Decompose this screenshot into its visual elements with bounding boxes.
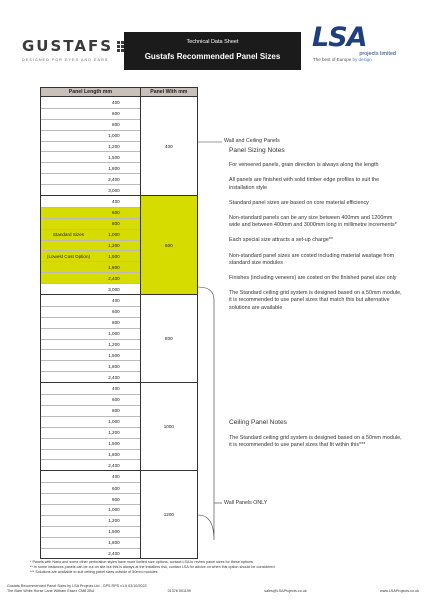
length-cell: 2,400 [108,374,120,380]
standard-sizes-label: Standard Sizes [52,232,85,238]
length-cell: 800 [112,408,120,414]
col-header-width: Panel With mm [150,89,188,95]
ceiling-notes [229,419,404,450]
brand-wordmark: GUSTAFS [22,37,114,55]
length-cell: 400 [112,297,120,303]
length-cell: 800 [112,122,120,128]
footnote: *** Solutions are available to suit ceiling panel sizes outside of 50mm modules [30,570,158,575]
length-cell: 800 [112,221,120,227]
length-cell: 1,200 [108,342,120,348]
length-cell: 1,200 [108,518,120,524]
lsa-wordmark: LSA [312,22,367,53]
callout-wall-only: Wall Panels ONLY [224,500,268,506]
brand-tagline: DESIGNED FOR EYES AND EARS [22,58,109,62]
note-item: For veneered panels, grain direction is always along the length [229,162,379,169]
length-cell: 1,800 [108,363,120,369]
footer-doc-ref: Gustafs Recommended Panel Sizes by LSA Projects Ltd - GPS RPS v1.0 03/10/2023 [7,584,147,588]
length-cell: 600 [112,210,120,216]
length-cell: 1,800 [108,540,120,546]
width-cell: 600 [141,196,197,294]
length-cell: 1,800 [108,264,120,270]
length-cell: 1,500 [108,529,120,535]
lowest-cost-label: (Lowest Cost Option) [46,253,91,259]
length-cell: 400 [112,99,120,105]
note-item: All panels are finished with solid timber edge profiles to suit the installation style [229,177,380,191]
note-item: Non-standard panel sizes are costed including material wastage from standard size modules [229,252,395,266]
width-cell: 1000 [163,424,174,430]
callout-wall-ceiling: Wall and Ceiling Panels [224,138,280,144]
length-cell: 1,000 [108,507,120,513]
page-footer [7,584,419,594]
ceiling-note-text: The Standard ceiling grid system is designed based on a 50mm module, it is recommended to use panel sizes that fit within this*** [229,435,402,449]
note-item: Non-standard panels can be any size between 400mm and 1200mm wide and between 400mm and 3000mm long in millimetre increments* [229,215,397,229]
footnote: ** In some instances panels can be cut on site but this is always at the installers risk, contact LSA for advice on when this option should be considered [30,565,275,570]
length-cell: 1,000 [108,232,120,238]
length-cell: 600 [112,397,120,403]
sizing-notes [229,147,404,320]
length-cell: 600 [112,309,120,315]
length-cell: 1,200 [108,430,120,436]
length-cell: 400 [112,386,120,392]
lsa-tagline: The best of Europe by design [313,57,372,62]
length-cell: 1,200 [108,144,120,149]
length-cell: 2,400 [108,550,120,556]
footer-address: The Barn White Horse Lane Witham Essex CM8 2BU [7,589,95,594]
footer-email[interactable]: sales@LSAProjects.co.uk [264,589,307,594]
note-item: Each special size attracts a set-up charge** [229,237,333,244]
length-cell: 2,400 [108,462,120,468]
sizing-notes-heading: Panel Sizing Notes [229,147,285,154]
length-cell: 400 [112,198,120,204]
length-cell: 1,200 [108,243,120,249]
document-title: Gustafs Recommended Panel Sizes [144,52,281,61]
length-cell: 1,000 [108,133,120,139]
length-cell: 800 [112,320,120,326]
length-cell: 2,400 [108,275,120,281]
document-subtitle: Technical Data Sheet [186,39,239,45]
length-cell: 800 [112,496,120,502]
length-cell: 1,800 [108,165,120,171]
footer-phone: 01376 501199 [167,589,191,594]
width-cell: 1200 [163,512,174,518]
length-cell: 600 [112,111,120,117]
length-cell: 1,000 [108,419,120,425]
length-cell: 2,400 [108,176,120,182]
length-cell: 1,500 [108,441,120,447]
length-cell: 1,000 [108,331,120,337]
length-cell: 1,500 [108,154,120,160]
width-cell: 400 [165,143,173,149]
footnotes [30,560,410,576]
lsa-subtitle: projects limited [359,51,396,57]
note-item: The Standard ceiling grid system is designed based on a 50mm module, it is recommended to use panel sizes that match this but alternative solutions are available [229,290,402,311]
width-cell: 800 [165,336,173,342]
note-item: Finishes (including veneers) are costed on the finished panel size only [229,275,397,282]
footnote: * Panels with Nano and some other perforation styles have more limited size options, contact LSA to review panel sizes for these options [30,560,253,564]
length-cell: 1,500 [108,253,120,259]
length-cell: 1,500 [108,352,120,358]
length-cell: 600 [112,485,120,491]
length-cell: 400 [112,474,120,480]
col-header-length: Panel Length mm [41,88,141,96]
length-cell: 3,000 [108,187,120,193]
footer-website[interactable]: www.LSAProjects.co.uk [380,589,419,594]
note-item: Standard panel sizes are based on core material efficiency [229,199,369,206]
length-cell: 1,800 [108,451,120,457]
length-cell: 3,000 [108,286,120,292]
ceiling-notes-heading: Ceiling Panel Notes [229,419,287,426]
